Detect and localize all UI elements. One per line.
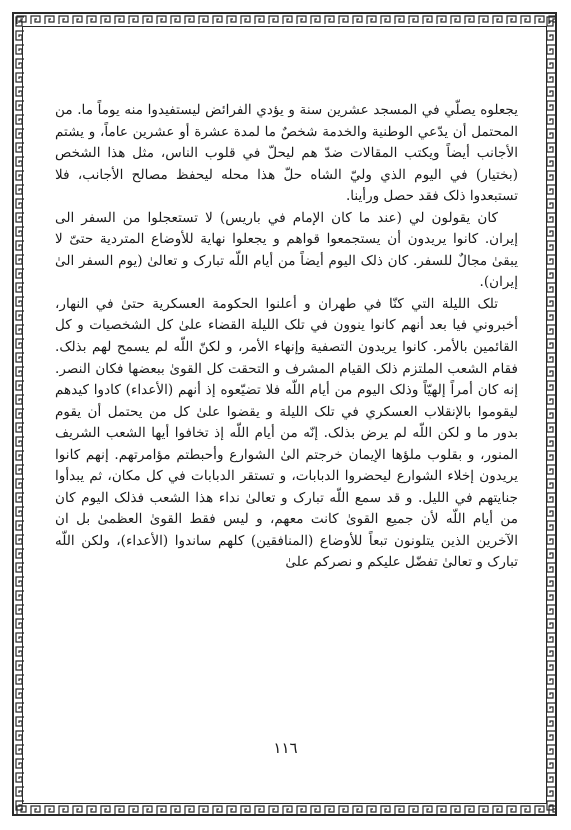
page-number: ١١٦	[273, 739, 298, 757]
meander-border-bottom	[16, 805, 555, 815]
paragraph-3: تلک الليلة التي كنّا في طهران و أعلنوا الحكومة العسكرية حتىٰ في النهار، أخبروني فيا بعد أنهم كانوا ينوون في تلک الليلة القضاء علىٰ كل الشخصيات و كل القائمين بالأمر. كانوا يريدون التصفية وإنهاء الأمر، و لكنّ اللّه لم يسمح لهم بذلک. فقام الشعب الملتزم ذلک القيام المشرف و التحقت كل القوىٰ ببعضها فكان النصر. إنه كان أمراً إلهيّاً وذلک اليوم من أيام اللّه فلا تضيّعوه إذ أنهم (الأعداء) كادوا كيدهم ليقوموا بالإنقلاب العسكري في تلک الليلة و يقضوا علىٰ كل من يحتمل أن يقوم بدور ما و لكن اللّه لم يرض بذلک. إنّه من أيام اللّه إذ تخافوا أيها الشعب الشريف المنور، و بقلوب ملؤها الإيمان خرجتم الىٰ الشوارع وأحبطتم مؤامرتهم. إنهم كانوا يريدون إخلاء الشوارع ليحضروا الدبابات، و تستقر الدبابات في كل مكان، ثم يبدأوا جنايتهم في الليل. و قد سمع اللّه تبارک و تعالىٰ نداء هذا الشعب فذلک اليوم كان من أيام اللّه لأن جميع القوىٰ كانت معهم، و ليس فقط القوىٰ العظمىٰ بل ان الآخرين الذين يتلونون تبعاً للأوضاع (المنافقين) كلهم ساندوا (الأعداء)، ولكن اللّه تبارک و تعالىٰ تفضّل عليكم و نصركم علىٰ	[55, 295, 518, 571]
meander-border-right	[546, 16, 556, 814]
paragraph-2: كان يقولون لي (عند ما كان الإمام في باريس) لا تستعجلوا من السفر الى إيران. كانوا يريدون أن يستجمعوا قواهم و يجعلوا نهاية للأوضاع المتردية حتىّ لا يبقىٰ مجالٌ للسفر. كان ذلک اليوم أيضاً من أيام اللّه تبارک و تعالىٰ (يوم السفر الىٰ إيران).	[55, 209, 518, 291]
meander-border-left	[15, 16, 25, 814]
meander-border-top	[16, 15, 555, 25]
body-text	[55, 100, 518, 574]
paragraph-1: يجعلوه يصلّي في المسجد عشرين سنة و يؤدي الفرائض ليستفيدوا منه يوماً ما. من المحتمل أن يدّعي الوطنية والخدمة شخصٌ ما لمدة عشرة أو عشرين عاماً، و يشتم الأجانب أيضاً ويكتب المقالات ضدّ هم ليحلّ في قلوب الناس، مثل هذا الشخص (بختيار) في اليوم الذي وليّ الشاه حلّ هذا محله ليحفظ مصالح الأجانب، فلا تستبعدوا ذلک فقد حصل ورأينا.	[55, 102, 518, 205]
